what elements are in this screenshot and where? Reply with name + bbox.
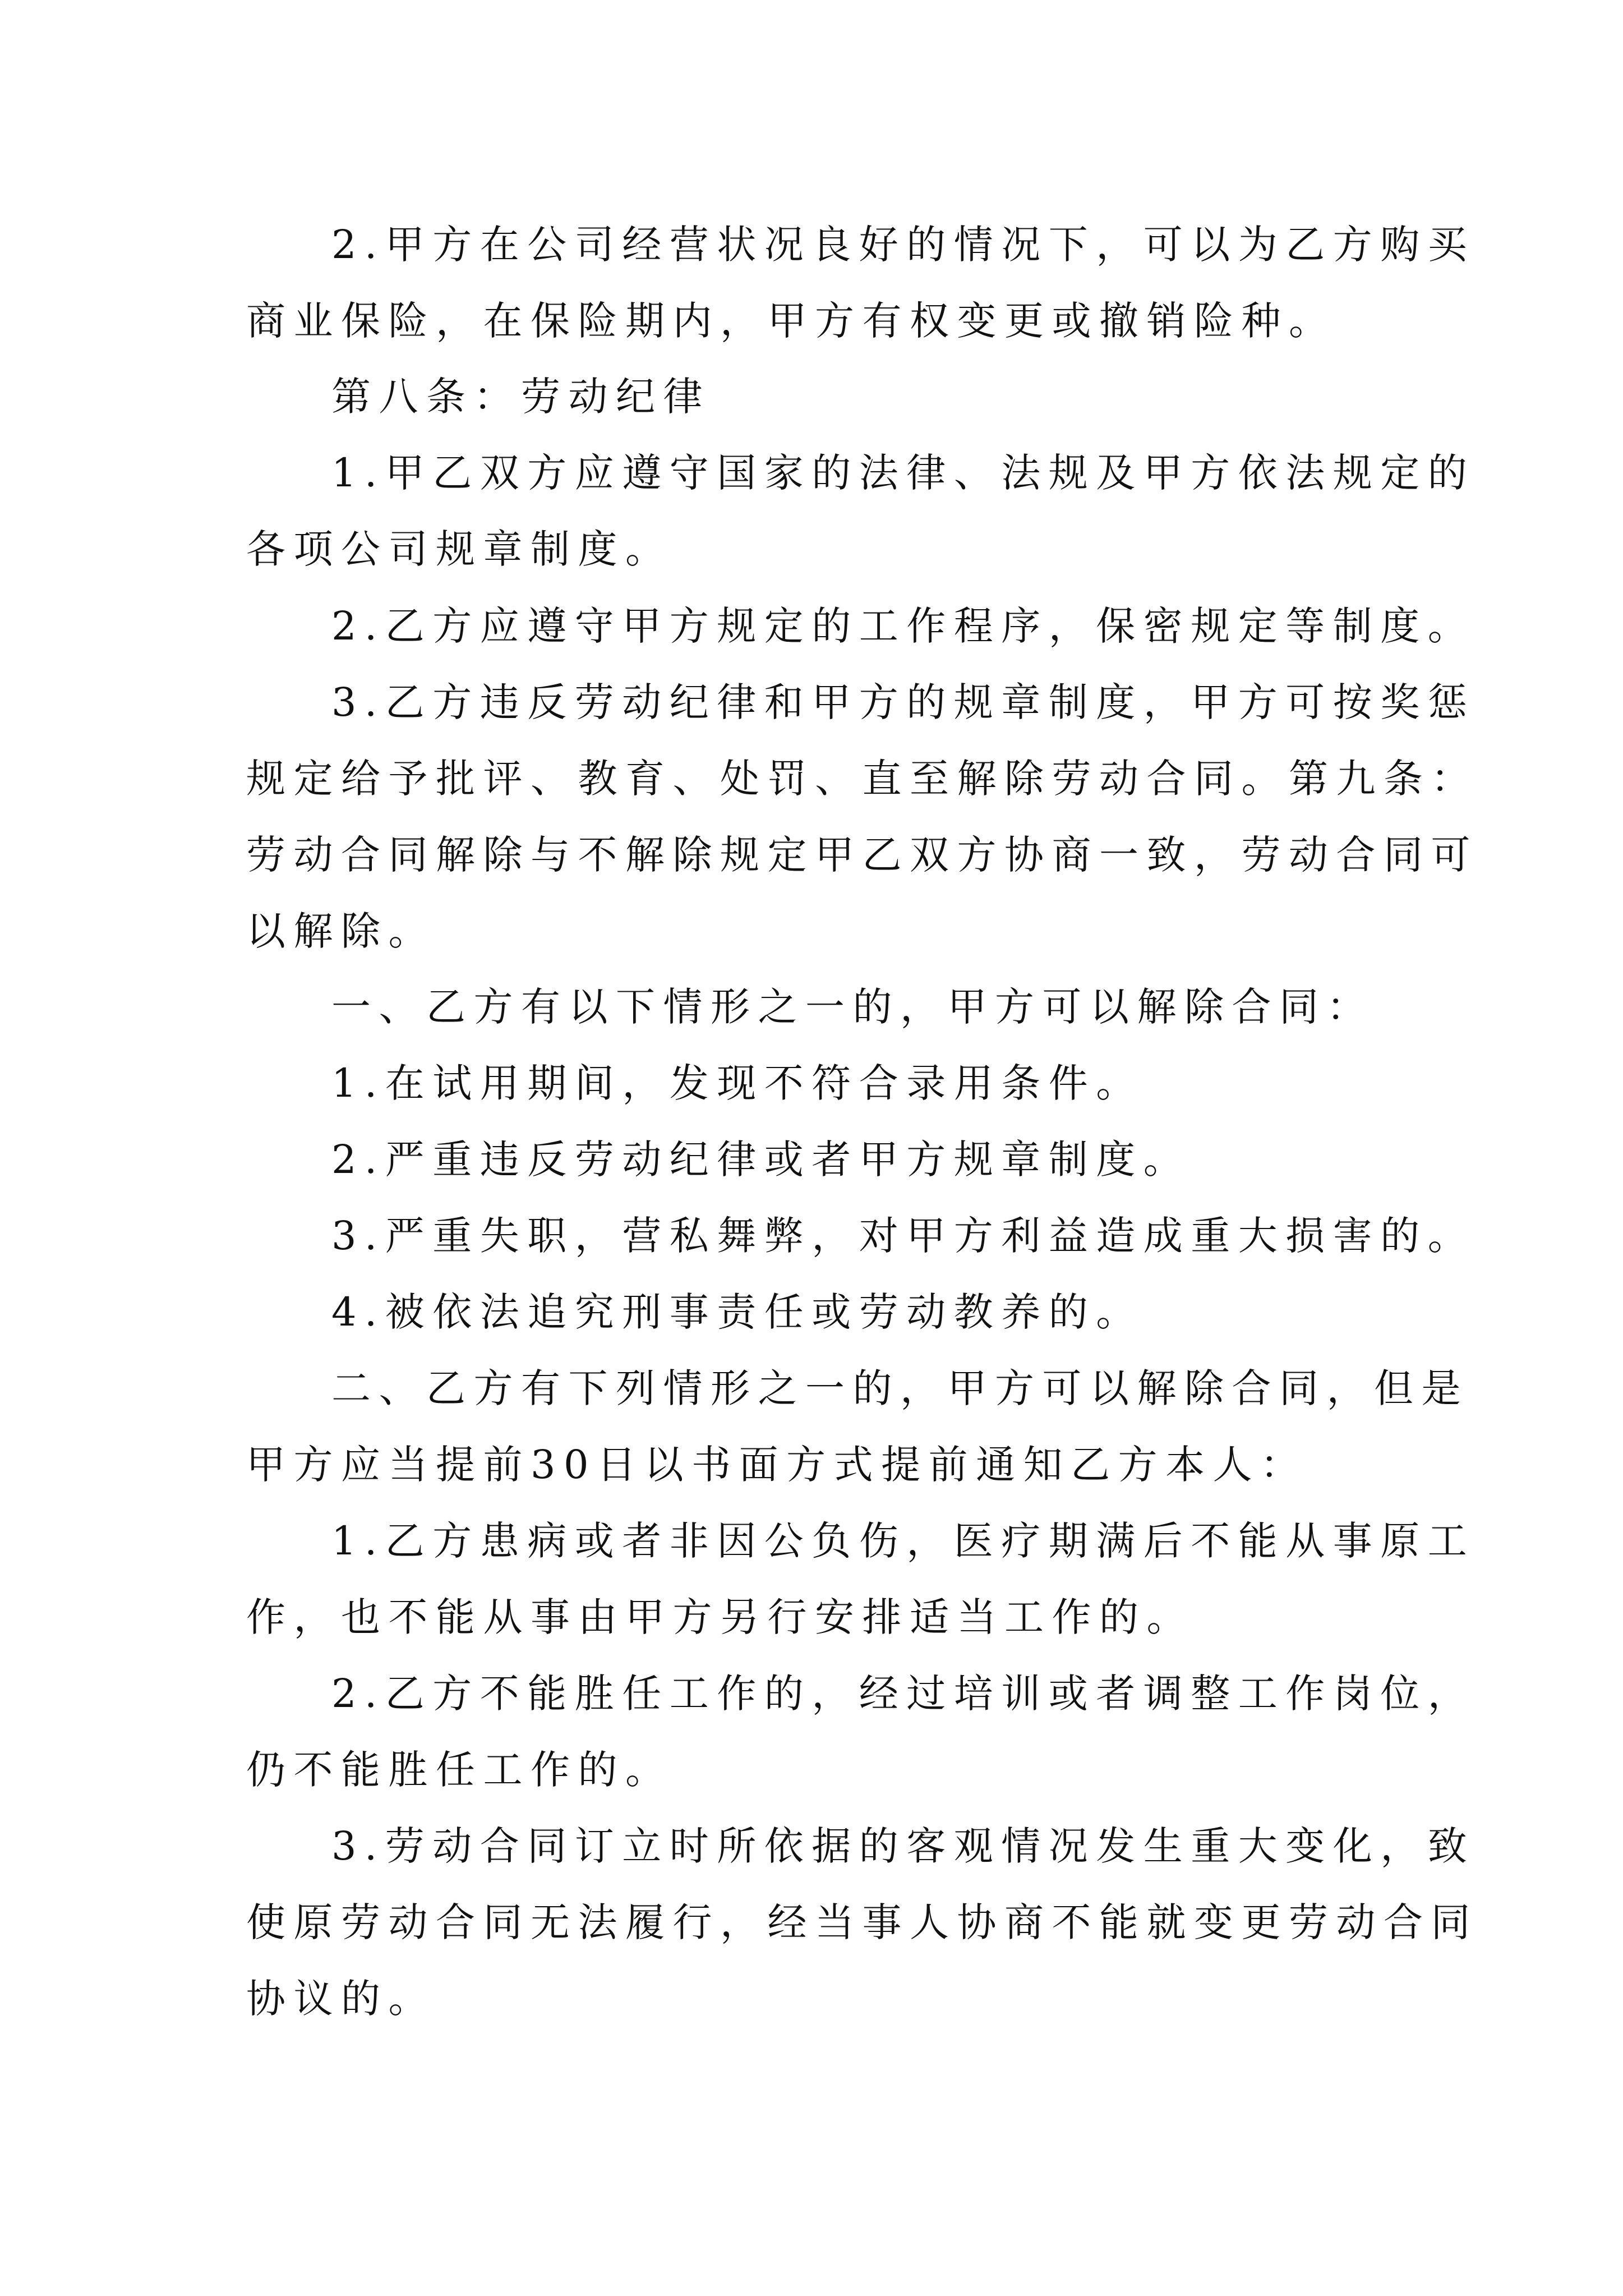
text-line: 二、乙方有下列情形之一的，甲方可以解除合同，但是 bbox=[331, 1365, 1469, 1411]
text-line: 1.甲乙双方应遵守国家的法律、法规及甲方依法规定的 bbox=[331, 450, 1476, 496]
text-line: 2.甲方在公司经营状况良好的情况下，可以为乙方购买 bbox=[331, 222, 1476, 268]
text-line: 3.劳动合同订立时所依据的客观情况发生重大变化，致 bbox=[331, 1823, 1476, 1869]
text-line: 协议的。 bbox=[246, 1976, 436, 2022]
text-line: 2.乙方不能胜任工作的，经过培训或者调整工作岗位， bbox=[331, 1671, 1476, 1717]
text-line: 规定给予批评、教育、处罚、直至解除劳动合同。第九条： bbox=[246, 756, 1478, 802]
text-line: 甲方应当提前30日以书面方式提前通知乙方本人： bbox=[246, 1442, 1308, 1488]
text-line: 2.严重违反劳动纪律或者甲方规章制度。 bbox=[331, 1137, 1191, 1182]
text-line: 使原劳动合同无法履行，经当事人协商不能就变更劳动合同 bbox=[246, 1899, 1478, 1945]
text-line: 一、乙方有以下情形之一的，甲方可以解除合同： bbox=[331, 984, 1374, 1030]
text-line: 1.在试用期间，发现不符合录用条件。 bbox=[331, 1060, 1144, 1106]
text-line: 2.乙方应遵守甲方规定的工作程序，保密规定等制度。 bbox=[331, 603, 1476, 649]
text-line: 以解除。 bbox=[246, 908, 436, 954]
text-line: 作，也不能从事由甲方另行安排适当工作的。 bbox=[246, 1594, 1194, 1640]
text-line: 3.严重失职，营私舞弊，对甲方利益造成重大损害的。 bbox=[331, 1213, 1476, 1259]
text-line: 劳动合同解除与不解除规定甲乙双方协商一致，劳动合同可 bbox=[246, 832, 1478, 878]
text-line: 仍不能胜任工作的。 bbox=[246, 1747, 673, 1793]
text-line: 3.乙方违反劳动纪律和甲方的规章制度，甲方可按奖惩 bbox=[331, 679, 1476, 725]
text-line: 各项公司规章制度。 bbox=[246, 526, 673, 572]
section-heading: 第八条：劳动纪律 bbox=[331, 374, 711, 420]
text-line: 商业保险，在保险期内，甲方有权变更或撤销险种。 bbox=[246, 298, 1336, 344]
text-line: 4.被依法追究刑事责任或劳动教养的。 bbox=[331, 1289, 1144, 1335]
text-line: 1.乙方患病或者非因公负伤，医疗期满后不能从事原工 bbox=[331, 1518, 1476, 1564]
